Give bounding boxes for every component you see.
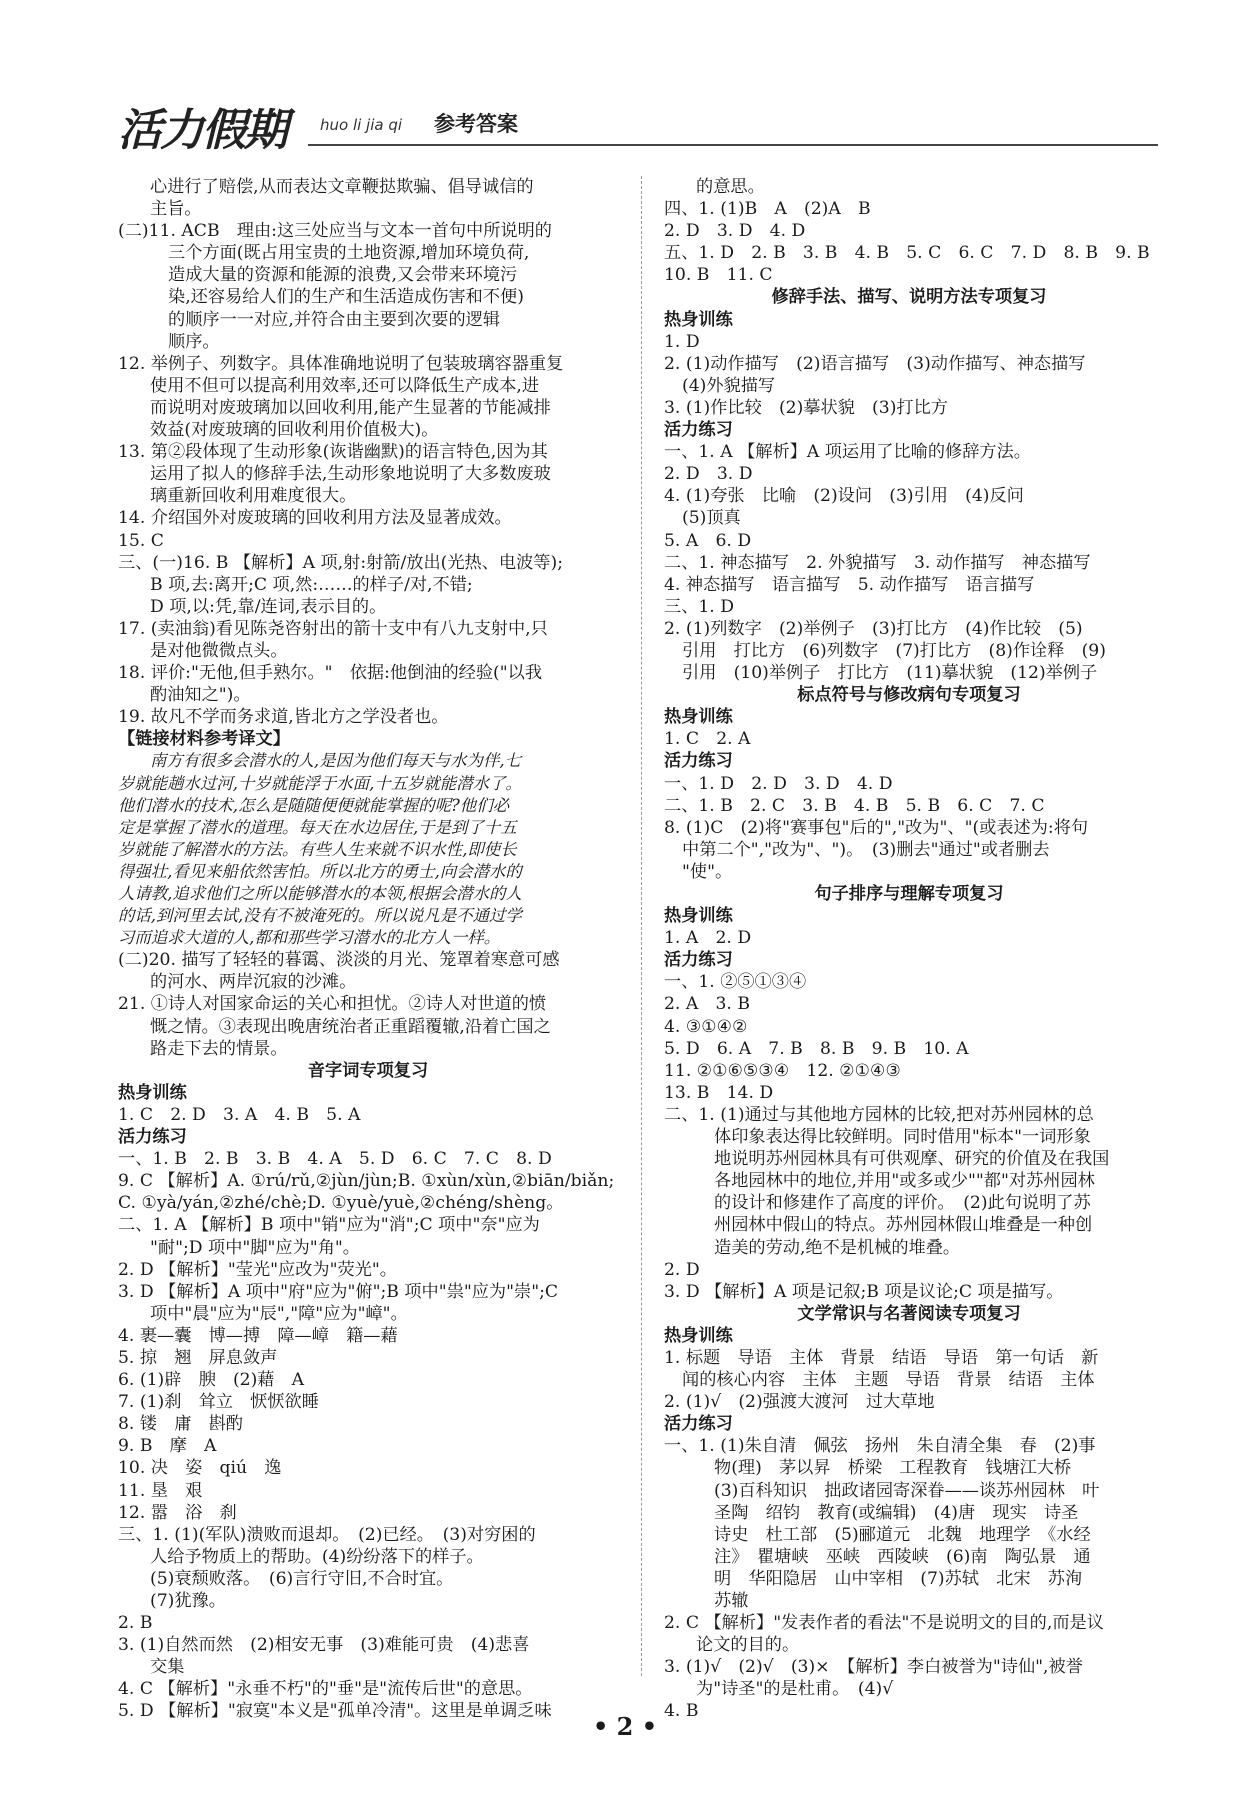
- translation-line: 习而追求大道的人,都和那些学习潜水的北方人一样。: [118, 928, 501, 948]
- answer-line: 13. B 14. D: [664, 1082, 774, 1103]
- answer-line: 苏辙: [714, 1591, 749, 1611]
- answer-line: 19. 故凡不学而务求道,皆北方之学没者也。: [118, 707, 449, 728]
- translation-line: 的话,到河里去试,没有不被淹死的。所以说凡是不通过学: [118, 906, 522, 926]
- answer-line: 二、1. B 2. C 3. B 4. B 5. B 6. C 7. C: [664, 795, 1045, 816]
- answer-line: (二)11. ACB 理由:这三处应当与文本一首句中所说明的: [118, 221, 552, 242]
- subsection-heading: 活力练习: [664, 950, 733, 971]
- answer-line: 6. (1)辟 腴 (2)藉 A: [118, 1370, 305, 1391]
- answer-line: 运用了拟人的修辞手法,生动形象地说明了大多数废玻: [150, 464, 551, 485]
- answer-line: 2. D 【解析】"莹光"应改为"荧光"。: [118, 1259, 397, 1280]
- subsection-heading: 活力练习: [664, 420, 733, 441]
- page-number: • 2 •: [592, 1712, 658, 1741]
- subsection-heading: 热身训练: [664, 707, 733, 728]
- answer-line: 一、1. B 2. B 3. B 4. A 5. D 6. C 7. C 8. D: [118, 1149, 552, 1170]
- answer-line: 5. D 6. A 7. B 8. B 9. B 10. A: [664, 1038, 969, 1059]
- answer-line: 5. A 6. D: [664, 530, 752, 551]
- answer-line: "使"。: [682, 861, 733, 882]
- answer-line: 5. 掠 翘 屏息敛声: [118, 1347, 278, 1368]
- answer-line: 4. C 【解析】"永垂不朽"的"垂"是"流传后世"的意思。: [118, 1679, 533, 1700]
- answer-line: 10. B 11. C: [664, 265, 773, 286]
- answer-line: 12. 举例子、列数字。具体准确地说明了包装玻璃容器重复: [118, 353, 564, 374]
- answer-line: 一、1. D 2. D 3. D 4. D: [664, 773, 893, 794]
- answer-line: 3. (1)自然而然 (2)相安无事 (3)难能可贵 (4)悲喜: [118, 1635, 530, 1656]
- answer-line: 的顺序一一对应,并符合由主要到次要的逻辑: [168, 309, 501, 330]
- answer-line: 3. D 【解析】A 项是记叙;B 项是议论;C 项是描写。: [664, 1281, 1064, 1302]
- answer-line: "耐";D 项中"脚"应为"角"。: [150, 1237, 360, 1258]
- answer-line: 明 华阳隐居 山中宰相 (7)苏轼 北宋 苏洵: [714, 1568, 1083, 1589]
- answer-line: 为"诗圣"的是杜甫。 (4)√: [696, 1679, 894, 1700]
- subsection-heading: 热身训练: [664, 906, 733, 927]
- answer-line: 三、(一)16. B 【解析】A 项,射:射箭/放出(光热、电波等);: [118, 552, 563, 573]
- translation-line: 得强壮,看见来船依然害怕。所以北方的勇士,向会潜水的: [118, 861, 522, 881]
- answer-line: 三、1. D: [664, 596, 735, 617]
- answer-line: 4. ③①④②: [664, 1016, 748, 1037]
- subsection-heading: 热身训练: [664, 309, 733, 330]
- answer-line: 2. C 【解析】"发表作者的看法"不是说明文的目的,而是议: [664, 1613, 1104, 1634]
- right-column: [664, 176, 1154, 1723]
- brand-pinyin: huo li jia qi: [320, 116, 403, 134]
- answer-line: 2. B: [118, 1613, 153, 1634]
- section-heading: 音字词专项复习: [307, 1060, 429, 1081]
- answer-line: 项中"晨"应为"辰","障"应为"嶂"。: [150, 1303, 408, 1324]
- answer-line: (二)20. 描写了轻轻的暮霭、淡淡的月光、笼罩着寒意可感: [118, 950, 560, 971]
- answer-line: (7)犹豫。: [150, 1591, 226, 1611]
- answer-line: 2. A 3. B: [664, 994, 750, 1015]
- answer-line: 7. (1)刹 耸立 恹恹欲睡: [118, 1392, 319, 1413]
- answer-line: 9. B 摩 A: [118, 1436, 217, 1457]
- answer-line: 1. C 2. D 3. A 4. B 5. A: [118, 1104, 361, 1125]
- answer-line: 2. D 3. D 4. D: [664, 221, 806, 242]
- subsection-heading: 活力练习: [664, 751, 733, 772]
- answer-line: 1. 标题 导语 主体 背景 结语 导语 第一句话 新: [664, 1347, 1099, 1368]
- answer-line: 2. (1)列数字 (2)举例子 (3)打比方 (4)作比较 (5): [664, 618, 1083, 639]
- answer-line: C. ①yà/yán,②zhé/chè;D. ①yuè/yuè,②chéng/shèng。: [118, 1193, 564, 1214]
- answer-line: 而说明对废玻璃加以回收利用,能产生显著的节能减排: [150, 397, 551, 418]
- answer-line: (3)百科知识 拙政诸园寄深眷——谈苏州园林 叶: [714, 1480, 1100, 1501]
- answer-line: 15. C: [118, 530, 164, 551]
- translation-line: 岁就能了解潜水的方法。有些人生来就不识水性,即使长: [118, 839, 517, 859]
- answer-line: 注》 瞿塘峡 巫峡 西陵峡 (6)南 陶弘景 通: [714, 1546, 1091, 1567]
- answer-line: 10. 决 姿 qiú 逸: [118, 1458, 282, 1479]
- answer-line: 酌油知之")。: [150, 685, 251, 706]
- answer-line: 体印象表达得比较鲜明。同时借用"标本"一词形象: [714, 1127, 1091, 1148]
- answer-line: 引用 打比方 (6)列数字 (7)打比方 (8)作诠释 (9): [682, 640, 1106, 661]
- answer-line: 地说明苏州园林具有可供观摩、研究的价值及在我国: [714, 1149, 1110, 1170]
- answer-line: 的河水、两岸沉寂的沙滩。: [150, 972, 357, 993]
- section-heading: 文学常识与名著阅读专项复习: [797, 1303, 1021, 1324]
- answer-line: 3. (1)√ (2)√ (3)× 【解析】李白被誉为"诗仙",被誉: [664, 1657, 1083, 1678]
- answer-line: 5. D 【解析】"寂寞"本义是"孤单冷清"。这里是单调乏味: [118, 1701, 552, 1722]
- answer-line: 13. 第②段体现了生动形象(诙谐幽默)的语言特色,因为其: [118, 442, 548, 463]
- answer-line: 各地园林中的地位,并用"或多或少""都"对苏州园林: [714, 1171, 1095, 1192]
- answer-line: 二、1. A 【解析】B 项中"销"应为"消";C 项中"奈"应为: [118, 1215, 540, 1236]
- subsection-heading: 热身训练: [664, 1325, 733, 1346]
- subsection-heading: 活力练习: [118, 1127, 187, 1148]
- answer-line: 12. 嚣 浴 刹: [118, 1502, 237, 1523]
- section-heading: 标点符号与修改病句专项复习: [797, 685, 1021, 706]
- answer-line: 2. (1)动作描写 (2)语言描写 (3)动作描写、神态描写: [664, 353, 1086, 374]
- document-title: 参考答案: [434, 112, 518, 136]
- translation-line: 人请教,追求他们之所以能够潜水的本领,根据会潜水的人: [118, 884, 522, 903]
- answer-line: 8. 镂 庸 斟酌: [118, 1414, 243, 1435]
- answer-line: 4. 神态描写 语言描写 5. 动作描写 语言描写: [664, 574, 1035, 595]
- header-rule: [308, 144, 1158, 146]
- answer-line: B 项,去:离开;C 项,然:……的样子/对,不错;: [150, 574, 473, 595]
- answer-line: 州园林中假山的特点。苏州园林假山堆叠是一种创: [714, 1215, 1093, 1236]
- answer-line: 11. 垦 艰: [118, 1480, 203, 1501]
- section-heading: 修辞手法、描写、说明方法专项复习: [771, 287, 1047, 308]
- answer-line: 1. D: [664, 331, 700, 352]
- answer-line: 染,还容易给人们的生产和生活造成伤害和不便): [168, 287, 524, 308]
- answer-line: 五、1. D 2. B 3. B 4. B 5. C 6. C 7. D 8. B 9. B: [664, 243, 1150, 264]
- answer-line: 21. ①诗人对国家命运的关心和担忧。②诗人对世道的愤: [118, 994, 547, 1015]
- answer-line: 2. (1)√ (2)强渡大渡河 过大草地: [664, 1392, 935, 1413]
- answer-line: 14. 介绍国外对废玻璃的回收利用方法及显著成效。: [118, 508, 512, 529]
- answer-line: 9. C 【解析】A. ①rú/rǔ,②jùn/jùn;B. ①xùn/xùn,②biān/biǎn;: [118, 1171, 615, 1192]
- answer-line: 3. (1)作比较 (2)摹状貌 (3)打比方: [664, 397, 948, 418]
- answer-line: 是对他微微点头。: [150, 640, 288, 661]
- answer-line: 4. B: [664, 1701, 699, 1722]
- answer-line: 心进行了赔偿,从而表达文章鞭挞欺骗、倡导诚信的: [150, 177, 534, 197]
- answer-line: 17. (卖油翁)看见陈尧咨射出的箭十支中有八九支射中,只: [118, 618, 548, 639]
- answer-line: 闻的核心内容 主体 主题 导语 背景 结语 主体: [682, 1370, 1095, 1391]
- answer-line: 璃重新回收利用难度很大。: [150, 486, 357, 507]
- answer-line: 引用 (10)举例子 打比方 (11)摹状貌 (12)举例子: [682, 663, 1098, 684]
- answer-line: 三、1. (1)(军队)溃败而退却。 (2)已经。 (3)对穷困的: [118, 1524, 536, 1545]
- section-heading: 句子排序与理解专项复习: [814, 884, 1004, 904]
- answer-line: 主旨。: [150, 199, 202, 220]
- column-divider: [641, 176, 642, 1676]
- answer-line: (4)外貌描写: [682, 375, 776, 396]
- answer-line: 二、1. 神态描写 2. 外貌描写 3. 动作描写 神态描写: [664, 552, 1091, 573]
- answer-line: 8. (1)C (2)将"赛事包"后的","改为"、"(或表述为:将句: [664, 817, 1089, 838]
- answer-line: 一、1. (1)朱自清 佩弦 扬州 朱自清全集 春 (2)事: [664, 1436, 1096, 1457]
- page-header: [118, 88, 1158, 156]
- answer-line: 论文的目的。: [696, 1635, 800, 1656]
- answer-line: 物(理) 茅以昇 桥梁 工程教育 钱塘江大桥: [714, 1458, 1072, 1479]
- left-column: [118, 176, 618, 1723]
- answer-line: 2. D 3. D: [664, 464, 753, 485]
- subsection-heading: 活力练习: [664, 1414, 733, 1435]
- answer-line: 人给予物质上的帮助。(4)纷纷落下的样子。: [150, 1546, 484, 1567]
- answer-line: 中第二个","改为"、")。 (3)删去"通过"或者删去: [682, 839, 1050, 860]
- answer-line: 诗史 杜工部 (5)郦道元 北魏 地理学 《水经: [714, 1524, 1091, 1545]
- answer-line: 4. 裹—囊 博—搏 障—嶂 籍—藉: [118, 1325, 398, 1346]
- translation-line: 定是掌握了潜水的道理。每天在水边居住,于是到了十五: [118, 817, 517, 837]
- answer-line: 的意思。: [696, 177, 765, 197]
- brand-logo: 活力假期: [118, 105, 286, 156]
- answer-line: 二、1. (1)通过与其他地方园林的比较,把对苏州园林的总: [664, 1104, 1094, 1125]
- answer-line: 造美的劳动,绝不是机械的堆叠。: [714, 1237, 961, 1258]
- translation-line: 南方有很多会潜水的人,是因为他们每天与水为伴,七: [150, 751, 522, 771]
- answer-line: 圣陶 绍钧 教育(或编辑) (4)唐 现实 诗圣: [714, 1502, 1079, 1523]
- answer-line: 交集: [150, 1657, 185, 1678]
- translation-line: 岁就能趟水过河,十岁就能浮于水面,十五岁就能潜水了。: [118, 773, 522, 793]
- translation-line: 他们潜水的技术,怎么是随随便便就能掌握的呢?他们必: [118, 795, 509, 815]
- answer-line: 使用不但可以提高利用效率,还可以降低生产成本,进: [150, 375, 540, 396]
- answer-line: 路走下去的情景。: [150, 1038, 288, 1059]
- answer-line: (5)衰颓败落。 (6)言行守旧,不合时宜。: [150, 1568, 454, 1589]
- answer-line: 效益(对废玻璃的回收利用价值极大)。: [150, 420, 439, 441]
- translation-heading: 【链接材料参考译文】: [118, 729, 290, 750]
- answer-line: (5)顶真: [682, 508, 741, 529]
- answer-line: 慨之情。③表现出晚唐统治者正重蹈覆辙,沿着亡国之: [150, 1016, 551, 1037]
- answer-line: 2. D: [664, 1259, 700, 1280]
- answer-line: 一、1. ②⑤①③④: [664, 972, 807, 993]
- answer-line: 11. ②①⑥⑤③④ 12. ②①④③: [664, 1060, 901, 1081]
- answer-line: 1. A 2. D: [664, 928, 752, 949]
- answer-line: 4. (1)夸张 比喻 (2)设问 (3)引用 (4)反问: [664, 486, 1024, 507]
- subsection-heading: 热身训练: [118, 1082, 187, 1103]
- answer-line: 一、1. A 【解析】A 项运用了比喻的修辞方法。: [664, 442, 1031, 463]
- answer-line: 四、1. (1)B A (2)A B: [664, 199, 871, 220]
- answer-line: 的设计和修建作了高度的评价。 (2)此句说明了苏: [714, 1193, 1091, 1214]
- answer-line: 顺序。: [168, 331, 220, 352]
- answer-line: 3. D 【解析】A 项中"府"应为"俯";B 项中"祟"应为"崇";C: [118, 1281, 559, 1302]
- answer-line: 三个方面(既占用宝贵的土地资源,增加环境负荷,: [168, 243, 530, 264]
- answer-line: 造成大量的资源和能源的浪费,又会带来环境污: [168, 265, 518, 286]
- answer-line: 18. 评价:"无他,但手熟尔。" 依据:他倒油的经验("以我: [118, 663, 543, 684]
- answer-line: 1. C 2. A: [664, 729, 751, 750]
- answer-line: D 项,以:凭,靠/连词,表示目的。: [150, 596, 387, 617]
